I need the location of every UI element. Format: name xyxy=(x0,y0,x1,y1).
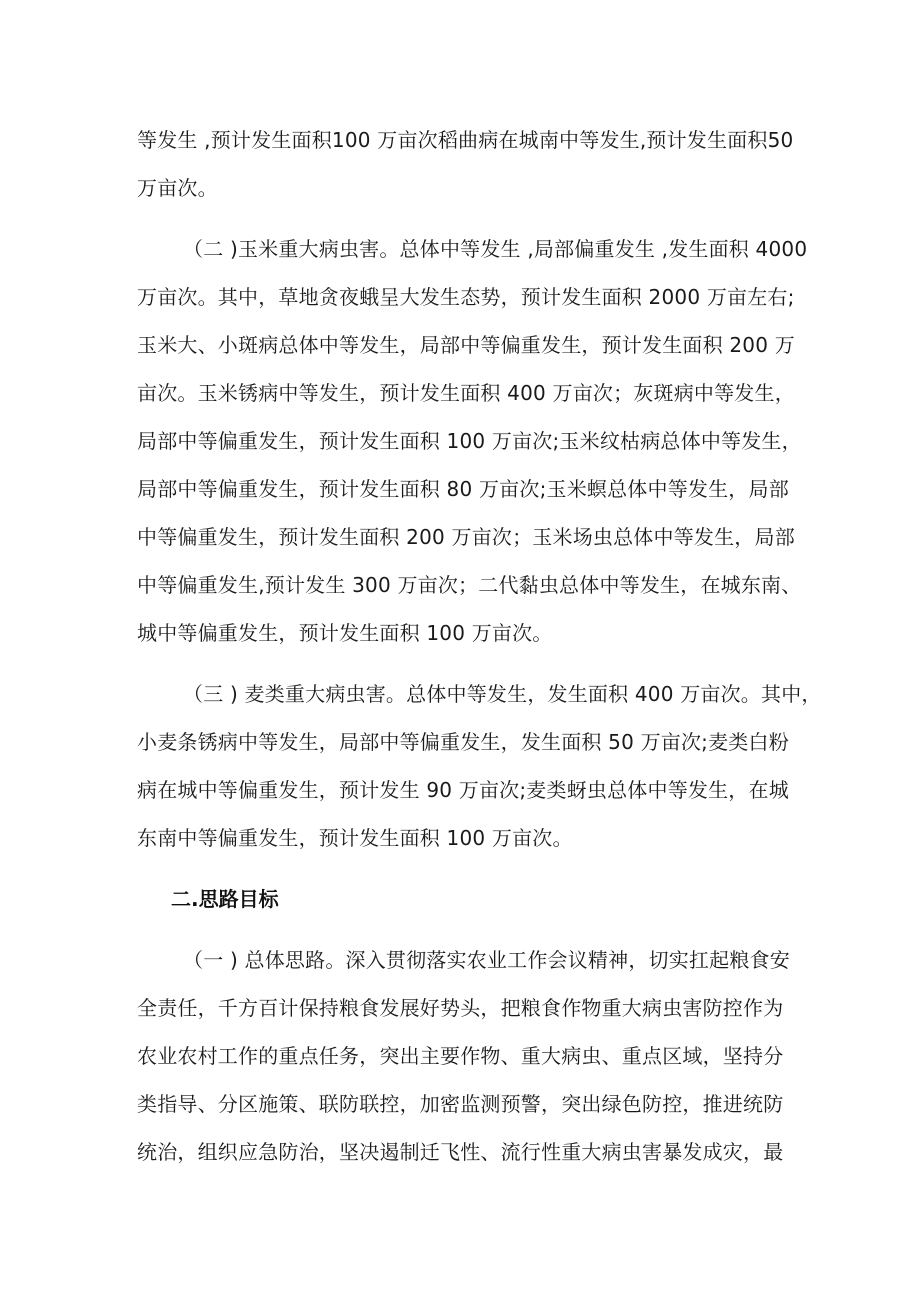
paragraph-2-line-4: 亩次。玉米锈病中等发生，预计发生面积 400 万亩次；灰斑病中等发生， xyxy=(137,381,795,405)
paragraph-4-line-4: 类指导、分区施策、联防联控，加密监测预警，突出绿色防控，推进统防 xyxy=(137,1092,784,1116)
paragraph-2-line-8: 中等偏重发生,预计发生 300 万亩次；二代黏虫总体中等发生，在城东南、 xyxy=(137,573,802,597)
paragraph-2-line-6: 局部中等偏重发生，预计发生面积 80 万亩次;玉米螟总体中等发生，局部 xyxy=(137,477,789,501)
paragraph-2-line-2: 万亩次。其中，草地贪夜蛾呈大发生态势，预计发生面积 2000 万亩左右; xyxy=(137,285,795,309)
paragraph-2-line-1: （二 )玉米重大病虫害。总体中等发生 ,局部偏重发生 ,发生面积 4000 xyxy=(183,237,808,261)
paragraph-3-line-4: 东南中等偏重发生，预计发生面积 100 万亩次。 xyxy=(137,826,573,850)
paragraph-2-line-9: 城中等偏重发生，预计发生面积 100 万亩次。 xyxy=(137,621,553,645)
section-heading: 二.思路目标 xyxy=(171,887,279,911)
paragraph-4-line-1: （一 ) 总体思路。深入贯彻落实农业工作会议精神，切实扛起粮食安 xyxy=(183,948,790,972)
paragraph-2-line-7: 中等偏重发生，预计发生面积 200 万亩次；玉米场虫总体中等发生，局部 xyxy=(137,525,795,549)
paragraph-3-line-2: 小麦条锈病中等发生，局部中等偏重发生，发生面积 50 万亩次;麦类白粉 xyxy=(137,730,789,754)
paragraph-2-line-5: 局部中等偏重发生，预计发生面积 100 万亩次;玉米纹枯病总体中等发生， xyxy=(137,429,802,453)
paragraph-3-line-3: 病在城中等偏重发生，预计发生 90 万亩次;麦类蚜虫总体中等发生，在城 xyxy=(137,778,789,802)
paragraph-1-line-1: 等发生 ,预计发生面积100 万亩次稻曲病在城南中等发生,预计发生面积50 xyxy=(137,128,794,152)
paragraph-4-line-3: 农业农村工作的重点任务，突出主要作物、重大病虫、重点区域，坚持分 xyxy=(137,1044,784,1068)
paragraph-2-line-3: 玉米大、小斑病总体中等发生，局部中等偏重发生，预计发生面积 200 万 xyxy=(137,333,795,357)
paragraph-4-line-2: 全责任，千方百计保持粮食发展好势头，把粮食作物重大病虫害防控作为 xyxy=(137,996,784,1020)
paragraph-3-line-1: （三 ) 麦类重大病虫害。总体中等发生，发生面积 400 万亩次。其中， xyxy=(183,682,822,706)
paragraph-1-line-2: 万亩次。 xyxy=(137,176,218,200)
paragraph-4-line-5: 统治，组织应急防治，坚决遏制迁飞性、流行性重大病虫害暴发成灾，最 xyxy=(137,1140,784,1164)
